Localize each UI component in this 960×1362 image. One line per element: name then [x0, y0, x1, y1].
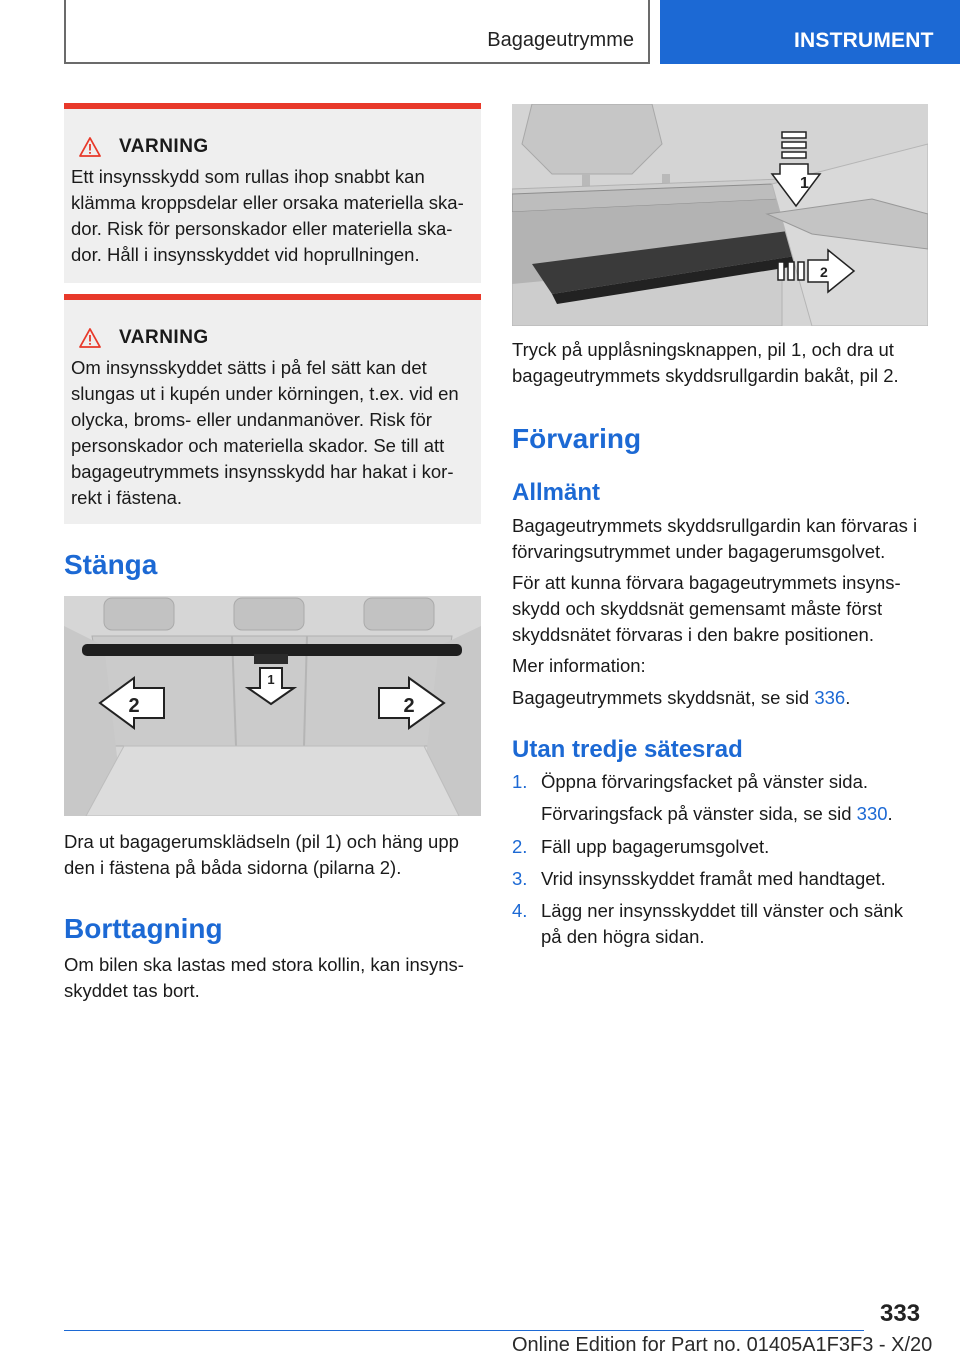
list-number: 3.	[512, 868, 528, 889]
stanga-caption	[64, 829, 484, 881]
paragraph-line: skyddsnätet förvaras i den bakre positionen.	[512, 624, 874, 645]
warning-box-2	[64, 294, 481, 524]
caption-line: Dra ut bagagerumsklädseln (pil 1) och häng upp	[64, 831, 459, 852]
illustration-cargo-cover-closing	[64, 596, 481, 816]
illustration-cargo-cover-release	[512, 104, 928, 326]
warning-line: dor. Risk för personskador eller materiella ska‐	[71, 218, 453, 239]
warning-line: personskador och materiella skador. Se till att	[71, 435, 445, 456]
allmant-paragraph-1	[512, 513, 942, 565]
caption-line: Tryck på upplåsningsknappen, pil 1, och dra ut	[512, 339, 894, 360]
list-number: 4.	[512, 900, 528, 921]
heading-allmant: Allmänt	[512, 479, 601, 506]
list-text: Öppna förvaringsfacket på vänster sida.	[541, 771, 869, 792]
page-link-336[interactable]: 336	[814, 687, 846, 708]
paragraph-line: skyddet tas bort.	[64, 980, 200, 1001]
footer-edition: Online Edition for Part no. 01405A1F3F3 - X/20	[512, 1334, 933, 1356]
paragraph-line: Om bilen ska lastas med stora kollin, kan insyns‐	[64, 954, 464, 975]
release-caption	[512, 337, 942, 389]
reference-suffix: .	[887, 803, 893, 824]
warning-box-1	[64, 103, 481, 283]
arrow-label: 1	[267, 672, 275, 687]
warning-line: Om insynsskyddet sätts i på fel sätt kan det	[71, 357, 427, 378]
warning-line: Ett insynsskydd som rullas ihop snabbt kan	[71, 166, 425, 187]
page-link-330[interactable]: 330	[856, 803, 888, 824]
heading-forvaring: Förvaring	[512, 423, 642, 454]
list-number: 2.	[512, 836, 528, 857]
warning-line: dor. Håll i insynsskyddet vid hoprullningen.	[71, 244, 420, 265]
list-subnote	[541, 801, 931, 827]
heading-utan-tredje-satesrad: Utan tredje sätesrad	[512, 736, 743, 763]
warning-text	[71, 164, 471, 268]
warning-line: rekt i fästena.	[71, 487, 183, 508]
arrow-label: 1	[800, 175, 809, 192]
arrow-label: 2	[820, 264, 828, 280]
allmant-paragraph-2	[512, 570, 942, 648]
header-chapter-tab[interactable]	[660, 0, 960, 64]
warning-triangle-icon	[79, 137, 101, 157]
list-text: Lägg ner insynsskyddet till vänster och sänk	[541, 900, 903, 921]
header-section-box	[64, 0, 650, 64]
warning-line: slungas ut i kupén under körningen, t.ex. vid en	[71, 383, 459, 404]
paragraph-line: För att kunna förvara bagageutrymmets insyns‐	[512, 572, 901, 593]
borttagning-text	[64, 952, 484, 1004]
caption-line: den i fästena på båda sidorna (pilarna 2).	[64, 857, 402, 878]
heading-stanga: Stänga	[64, 549, 158, 580]
arrow-label: 2	[403, 695, 415, 717]
caption-line: bagageutrymmets skyddsrullgardin bakåt, pil 2.	[512, 365, 899, 386]
footer-divider	[64, 1330, 864, 1331]
warning-triangle-icon	[79, 328, 101, 348]
list-text: Fäll upp bagagerumsgolvet.	[541, 836, 770, 857]
warning-title: VARNING	[119, 136, 209, 157]
paragraph-line: förvaringsutrymmet under bagagerumsgolvet.	[512, 541, 886, 562]
warning-title: VARNING	[119, 327, 209, 348]
reference-suffix: .	[845, 687, 851, 708]
list-text: på den högra sidan.	[541, 926, 705, 947]
heading-borttagning: Borttagning	[64, 913, 223, 944]
warning-line: bagageutrymmets insynsskydd har hakat i kor‐	[71, 461, 454, 482]
warning-line: olycka, broms- eller undanmanöver. Risk för	[71, 409, 432, 430]
warning-line: klämma kroppsdelar eller orsaka materiella ska‐	[71, 192, 464, 213]
reference-text: Förvaringsfack på vänster sida, se sid	[541, 803, 857, 824]
reference-text: Bagageutrymmets skyddsnät, se sid	[512, 687, 815, 708]
cross-reference	[512, 685, 850, 711]
more-info-label: Mer information:	[512, 655, 646, 676]
page-number: 333	[880, 1300, 921, 1327]
header-section-title: Bagageutrymme	[487, 29, 634, 51]
paragraph-line: skydd och skyddsnät gemensamt måste först	[512, 598, 883, 619]
arrow-label: 2	[128, 695, 140, 717]
header-chapter-label: INSTRUMENT	[794, 29, 934, 52]
warning-text	[71, 355, 471, 511]
paragraph-line: Bagageutrymmets skyddsrullgardin kan förvaras i	[512, 515, 918, 536]
list-text: Vrid insynsskyddet framåt med handtaget.	[541, 868, 886, 889]
list-number: 1.	[512, 771, 528, 792]
